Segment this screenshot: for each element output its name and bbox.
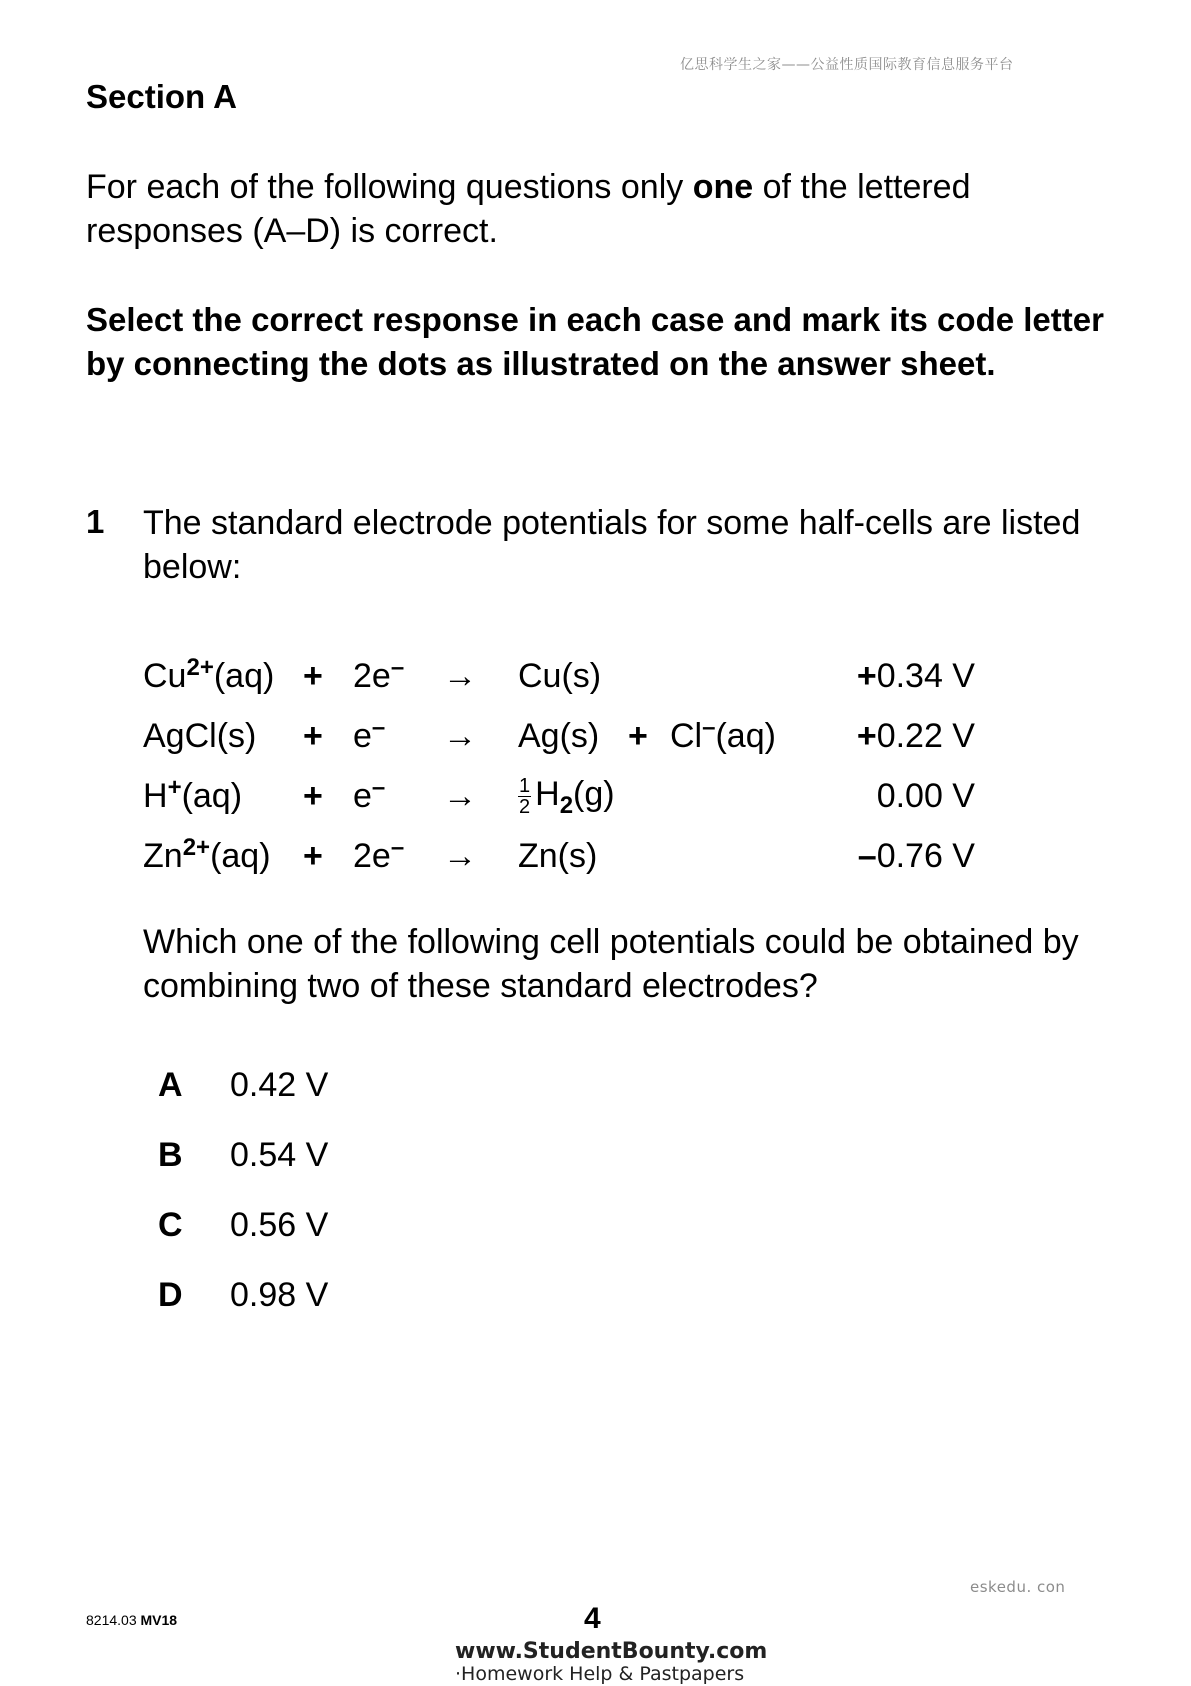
electrode-potential: –0.76 V — [857, 836, 975, 875]
reactant: AgCl(s) — [143, 716, 257, 755]
intro-prefix: For each of the following questions only — [86, 168, 693, 206]
reaction-arrow: → — [443, 716, 477, 755]
second-product — [670, 646, 820, 706]
section-instruction: Select the correct response in each case and mark its code letter by connecting the dots as illustrated on the answer sheet. — [86, 301, 1104, 382]
electrode-potential: +0.34 V — [856, 656, 975, 695]
reactant: $Zn^{2+}(aq)$ — [143, 833, 271, 875]
plus-sign: + — [303, 656, 323, 695]
question-number: 1 — [86, 503, 105, 540]
reactant: $Cu^{2+}(aq)$ — [143, 653, 275, 695]
electrons: e– — [353, 773, 386, 815]
plus-sign: + — [303, 836, 323, 875]
option-value: 0.98 V — [230, 1275, 329, 1314]
second-product: Cl–(aq) — [670, 713, 776, 755]
product-plus-sign — [628, 826, 670, 886]
half-cell-row — [143, 646, 975, 706]
site-logo[interactable] — [455, 1640, 767, 1686]
footer-watermark: eskedu. con — [970, 1578, 1066, 1596]
question-prompt: Which one of the following cell potentials could be obtained by combining two of these standard electrodes? — [143, 923, 1079, 1005]
option-letter: A — [158, 1065, 183, 1104]
site-url[interactable]: www.StudentBounty.com — [455, 1639, 768, 1664]
answer-option-a — [158, 1050, 328, 1120]
one-half-fraction: $\frac{1}{2}$ — [519, 774, 531, 818]
site-tagline: ·Homework Help & Pastpapers — [455, 1663, 745, 1685]
half-cell-row — [143, 766, 975, 826]
question-stem: The standard electrode potentials for some half-cells are listed below: — [143, 504, 1081, 586]
option-value: 0.56 V — [230, 1205, 329, 1244]
product-plus-sign: + — [628, 716, 648, 755]
section-title: Section A — [86, 78, 237, 115]
section-intro — [86, 165, 1086, 253]
electrode-potential: 0.00 V — [876, 776, 975, 815]
product: Zn(s) — [518, 836, 598, 875]
half-cell-table — [143, 646, 975, 886]
answer-option-c — [158, 1190, 328, 1260]
half-cell-row — [143, 706, 975, 766]
option-letter: C — [158, 1205, 183, 1244]
second-product — [670, 826, 820, 886]
option-value: 0.54 V — [230, 1135, 329, 1174]
answer-options — [158, 1050, 328, 1330]
intro-suffix: of the lettered responses (A–D) is correct. — [86, 168, 971, 250]
electrode-potential: +0.22 V — [856, 716, 975, 755]
product: $\frac{1}{2}$ $H_2(g)$ — [519, 774, 615, 820]
reaction-arrow: → — [443, 656, 477, 695]
plus-sign: + — [303, 716, 323, 755]
option-value: 0.42 V — [230, 1065, 329, 1104]
reactant: H+(aq) — [143, 773, 243, 815]
electrons: 2e– — [353, 833, 405, 875]
option-letter: B — [158, 1135, 183, 1174]
intro-emphasis: one — [692, 168, 754, 206]
product: Cu(s) — [518, 656, 602, 695]
reaction-arrow: → — [443, 836, 477, 875]
answer-option-b — [158, 1120, 328, 1190]
option-letter: D — [158, 1275, 183, 1314]
product: Ag(s) — [518, 716, 600, 755]
paper-code: 8214.03 MV18 — [86, 1612, 178, 1628]
plus-sign: + — [303, 776, 323, 815]
electrons: 2e– — [353, 653, 405, 695]
electrons: e– — [353, 713, 386, 755]
page-number: 4 — [584, 1602, 601, 1635]
product-plus-sign — [628, 646, 670, 706]
half-cell-row — [143, 826, 975, 886]
answer-option-d — [158, 1260, 328, 1330]
reaction-arrow: → — [443, 776, 477, 815]
header-watermark: 亿思科学生之家——公益性质国际教育信息服务平台 — [680, 57, 1014, 73]
